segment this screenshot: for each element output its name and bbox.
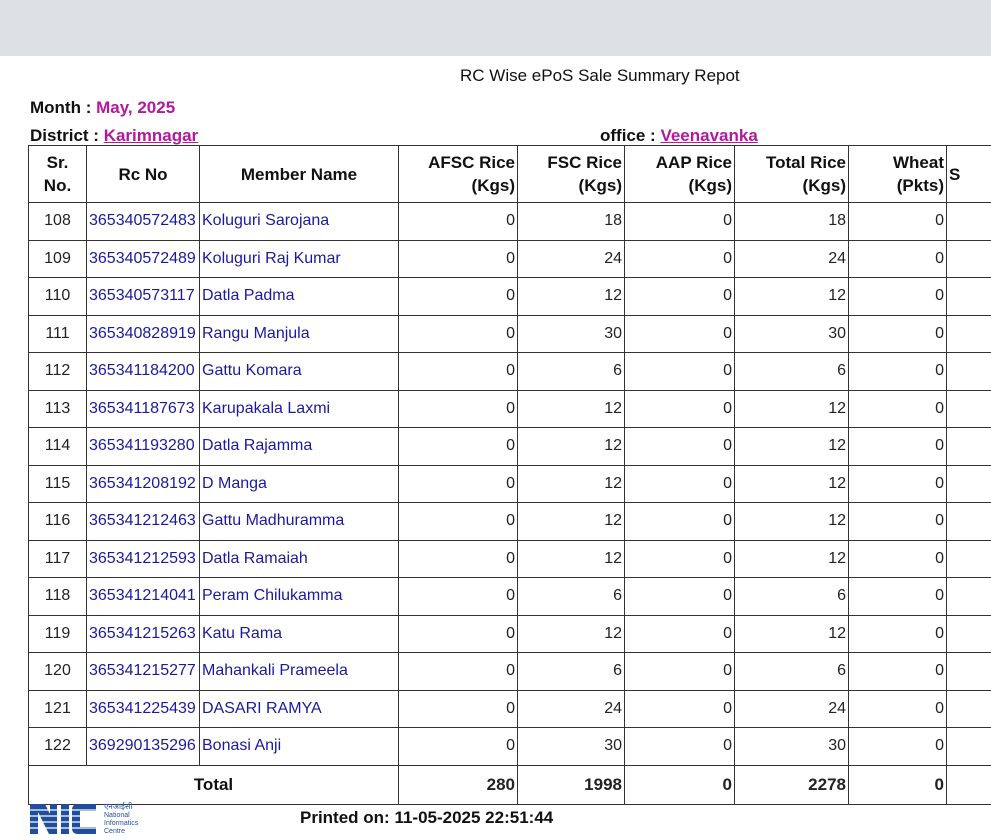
cell-fsc-rice: 24 [518, 690, 625, 728]
header-member-name: Member Name [200, 146, 399, 203]
totals-row [29, 765, 991, 804]
total-afsc: 280 [399, 765, 518, 804]
cell-total-rice: 6 [735, 578, 849, 616]
cell-wheat: 0 [849, 353, 947, 391]
table-row [29, 240, 991, 278]
office-line [600, 126, 758, 146]
cell-afsc-rice: 0 [399, 728, 518, 766]
cell-total-rice: 12 [735, 390, 849, 428]
cell-fsc-rice: 12 [518, 615, 625, 653]
cell-wheat: 0 [849, 203, 947, 241]
cell-rc-no-link[interactable]: 369290135296 [87, 728, 200, 766]
nic-logo-hindi: एनआईसी [104, 802, 133, 811]
cell-total-rice: 12 [735, 278, 849, 316]
cell-member-name-link[interactable]: Datla Padma [200, 278, 399, 316]
cell-rc-no-link[interactable]: 365341187673 [87, 390, 200, 428]
cell-total-rice: 18 [735, 203, 849, 241]
cell-sr-no: 110 [29, 278, 87, 316]
cell-sr-no: 112 [29, 353, 87, 391]
cell-aap-rice: 0 [625, 465, 735, 503]
cell-wheat: 0 [849, 503, 947, 541]
cell-total-rice: 6 [735, 353, 849, 391]
cell-next-column [947, 578, 991, 616]
cell-member-name-link[interactable]: Datla Rajamma [200, 428, 399, 466]
cell-rc-no-link[interactable]: 365341215263 [87, 615, 200, 653]
printed-on-text: Printed on: 11-05-2025 22:51:44 [300, 808, 554, 827]
cell-sr-no: 116 [29, 503, 87, 541]
cell-sr-no: 108 [29, 203, 87, 241]
cell-rc-no-link[interactable]: 365340572489 [87, 240, 200, 278]
cell-fsc-rice: 12 [518, 503, 625, 541]
cell-afsc-rice: 0 [399, 240, 518, 278]
cell-afsc-rice: 0 [399, 465, 518, 503]
month-value: May, 2025 [96, 98, 176, 117]
cell-aap-rice: 0 [625, 728, 735, 766]
cell-rc-no-link[interactable]: 365341215277 [87, 653, 200, 691]
office-label: office : [600, 126, 661, 145]
month-label: Month : [30, 98, 97, 117]
table-row [29, 540, 991, 578]
cell-wheat: 0 [849, 390, 947, 428]
cell-aap-rice: 0 [625, 390, 735, 428]
cell-aap-rice: 0 [625, 503, 735, 541]
total-aap: 0 [625, 765, 735, 804]
total-total-rice: 2278 [735, 765, 849, 804]
header-wheat: Wheat (Pkts) [849, 146, 947, 203]
cell-next-column [947, 690, 991, 728]
month-line [30, 98, 175, 118]
table-row [29, 278, 991, 316]
cell-wheat: 0 [849, 540, 947, 578]
cell-wheat: 0 [849, 240, 947, 278]
cell-aap-rice: 0 [625, 653, 735, 691]
table-row [29, 353, 991, 391]
cell-sr-no: 118 [29, 578, 87, 616]
cell-total-rice: 30 [735, 728, 849, 766]
cell-aap-rice: 0 [625, 428, 735, 466]
district-label: District : [30, 126, 104, 145]
header-fsc-rice: FSC Rice (Kgs) [518, 146, 625, 203]
cell-next-column [947, 278, 991, 316]
total-next-column [947, 765, 991, 804]
cell-next-column [947, 353, 991, 391]
header-next-column: S [947, 146, 991, 203]
cell-wheat: 0 [849, 728, 947, 766]
report-title: RC Wise ePoS Sale Summary Repot [460, 66, 740, 85]
cell-fsc-rice: 12 [518, 390, 625, 428]
cell-next-column [947, 615, 991, 653]
cell-member-name-link[interactable]: Gattu Madhuramma [200, 503, 399, 541]
cell-member-name-link[interactable]: Katu Rama [200, 615, 399, 653]
table-row [29, 390, 991, 428]
cell-next-column [947, 728, 991, 766]
cell-rc-no-link[interactable]: 365341184200 [87, 353, 200, 391]
cell-member-name-link[interactable]: Rangu Manjula [200, 315, 399, 353]
cell-wheat: 0 [849, 690, 947, 728]
cell-afsc-rice: 0 [399, 315, 518, 353]
cell-total-rice: 12 [735, 615, 849, 653]
cell-wheat: 0 [849, 428, 947, 466]
nic-logo-line3: Centre [104, 828, 126, 835]
cell-aap-rice: 0 [625, 203, 735, 241]
cell-fsc-rice: 6 [518, 578, 625, 616]
cell-sr-no: 115 [29, 465, 87, 503]
cell-sr-no: 120 [29, 653, 87, 691]
cell-rc-no-link[interactable]: 365341212593 [87, 540, 200, 578]
cell-rc-no-link[interactable]: 365340828919 [87, 315, 200, 353]
table-row [29, 428, 991, 466]
office-link[interactable]: Veenavanka [660, 126, 758, 145]
cell-member-name-link[interactable]: DASARI RAMYA [200, 690, 399, 728]
district-link[interactable]: Karimnagar [103, 126, 199, 145]
cell-fsc-rice: 12 [518, 278, 625, 316]
header-total-rice: Total Rice (Kgs) [735, 146, 849, 203]
cell-afsc-rice: 0 [399, 690, 518, 728]
cell-afsc-rice: 0 [399, 503, 518, 541]
cell-member-name-link[interactable]: Koluguri Raj Kumar [200, 240, 399, 278]
cell-aap-rice: 0 [625, 615, 735, 653]
cell-aap-rice: 0 [625, 578, 735, 616]
cell-sr-no: 119 [29, 615, 87, 653]
cell-rc-no-link[interactable]: 365341193280 [87, 428, 200, 466]
cell-afsc-rice: 0 [399, 578, 518, 616]
cell-afsc-rice: 0 [399, 653, 518, 691]
cell-member-name-link[interactable]: Gattu Komara [200, 353, 399, 391]
district-line [30, 126, 198, 146]
table-row [29, 203, 991, 241]
cell-afsc-rice: 0 [399, 615, 518, 653]
cell-next-column [947, 390, 991, 428]
cell-total-rice: 24 [735, 240, 849, 278]
total-wheat: 0 [849, 765, 947, 804]
cell-next-column [947, 540, 991, 578]
cell-sr-no: 114 [29, 428, 87, 466]
nic-logo [30, 800, 155, 836]
table-row [29, 653, 991, 691]
cell-wheat: 0 [849, 615, 947, 653]
cell-next-column [947, 465, 991, 503]
cell-aap-rice: 0 [625, 540, 735, 578]
cell-fsc-rice: 30 [518, 728, 625, 766]
cell-next-column [947, 315, 991, 353]
table-row [29, 465, 991, 503]
cell-sr-no: 109 [29, 240, 87, 278]
cell-member-name-link[interactable]: D Manga [200, 465, 399, 503]
cell-fsc-rice: 12 [518, 465, 625, 503]
header-row [29, 146, 991, 203]
cell-member-name-link[interactable]: Bonasi Anji [200, 728, 399, 766]
cell-afsc-rice: 0 [399, 203, 518, 241]
cell-fsc-rice: 6 [518, 653, 625, 691]
cell-total-rice: 12 [735, 503, 849, 541]
cell-member-name-link[interactable]: Datla Ramaiah [200, 540, 399, 578]
sale-summary-table [28, 145, 991, 805]
cell-rc-no-link[interactable]: 365341208192 [87, 465, 200, 503]
cell-fsc-rice: 6 [518, 353, 625, 391]
cell-fsc-rice: 12 [518, 428, 625, 466]
header-rc-no: Rc No [87, 146, 200, 203]
cell-fsc-rice: 12 [518, 540, 625, 578]
cell-rc-no-link[interactable]: 365340572483 [87, 203, 200, 241]
cell-rc-no-link[interactable]: 365341225439 [87, 690, 200, 728]
cell-sr-no: 121 [29, 690, 87, 728]
header-sr-no: Sr. No. [29, 146, 87, 203]
cell-total-rice: 12 [735, 465, 849, 503]
table-row [29, 503, 991, 541]
nic-logo-letters [30, 804, 96, 834]
cell-member-name-link[interactable]: Koluguri Sarojana [200, 203, 399, 241]
cell-aap-rice: 0 [625, 240, 735, 278]
totals-label: Total [29, 765, 399, 804]
cell-wheat: 0 [849, 278, 947, 316]
nic-logo-line2: Informatics [104, 820, 139, 827]
cell-next-column [947, 428, 991, 466]
cell-wheat: 0 [849, 653, 947, 691]
cell-next-column [947, 240, 991, 278]
cell-aap-rice: 0 [625, 315, 735, 353]
cell-total-rice: 6 [735, 653, 849, 691]
table-row [29, 615, 991, 653]
cell-total-rice: 12 [735, 428, 849, 466]
cell-fsc-rice: 18 [518, 203, 625, 241]
cell-rc-no-link[interactable]: 365340573117 [87, 278, 200, 316]
header-aap-rice: AAP Rice (Kgs) [625, 146, 735, 203]
cell-wheat: 0 [849, 315, 947, 353]
cell-next-column [947, 503, 991, 541]
table-row [29, 728, 991, 766]
cell-wheat: 0 [849, 465, 947, 503]
cell-total-rice: 30 [735, 315, 849, 353]
cell-sr-no: 113 [29, 390, 87, 428]
cell-rc-no-link[interactable]: 365341214041 [87, 578, 200, 616]
cell-member-name-link[interactable]: Peram Chilukamma [200, 578, 399, 616]
cell-afsc-rice: 0 [399, 278, 518, 316]
nic-logo-line1: National [104, 812, 130, 819]
cell-afsc-rice: 0 [399, 540, 518, 578]
cell-afsc-rice: 0 [399, 353, 518, 391]
header-afsc-rice: AFSC Rice (Kgs) [399, 146, 518, 203]
cell-wheat: 0 [849, 578, 947, 616]
cell-total-rice: 12 [735, 540, 849, 578]
cell-afsc-rice: 0 [399, 428, 518, 466]
cell-next-column [947, 653, 991, 691]
cell-next-column [947, 203, 991, 241]
cell-afsc-rice: 0 [399, 390, 518, 428]
cell-sr-no: 122 [29, 728, 87, 766]
table-row [29, 690, 991, 728]
cell-fsc-rice: 24 [518, 240, 625, 278]
top-browser-bar [0, 0, 991, 56]
cell-sr-no: 111 [29, 315, 87, 353]
cell-rc-no-link[interactable]: 365341212463 [87, 503, 200, 541]
cell-fsc-rice: 30 [518, 315, 625, 353]
cell-aap-rice: 0 [625, 278, 735, 316]
table-row [29, 578, 991, 616]
total-fsc: 1998 [518, 765, 625, 804]
cell-aap-rice: 0 [625, 690, 735, 728]
cell-sr-no: 117 [29, 540, 87, 578]
cell-total-rice: 24 [735, 690, 849, 728]
table-row [29, 315, 991, 353]
cell-member-name-link[interactable]: Mahankali Prameela [200, 653, 399, 691]
cell-member-name-link[interactable]: Karupakala Laxmi [200, 390, 399, 428]
cell-aap-rice: 0 [625, 353, 735, 391]
